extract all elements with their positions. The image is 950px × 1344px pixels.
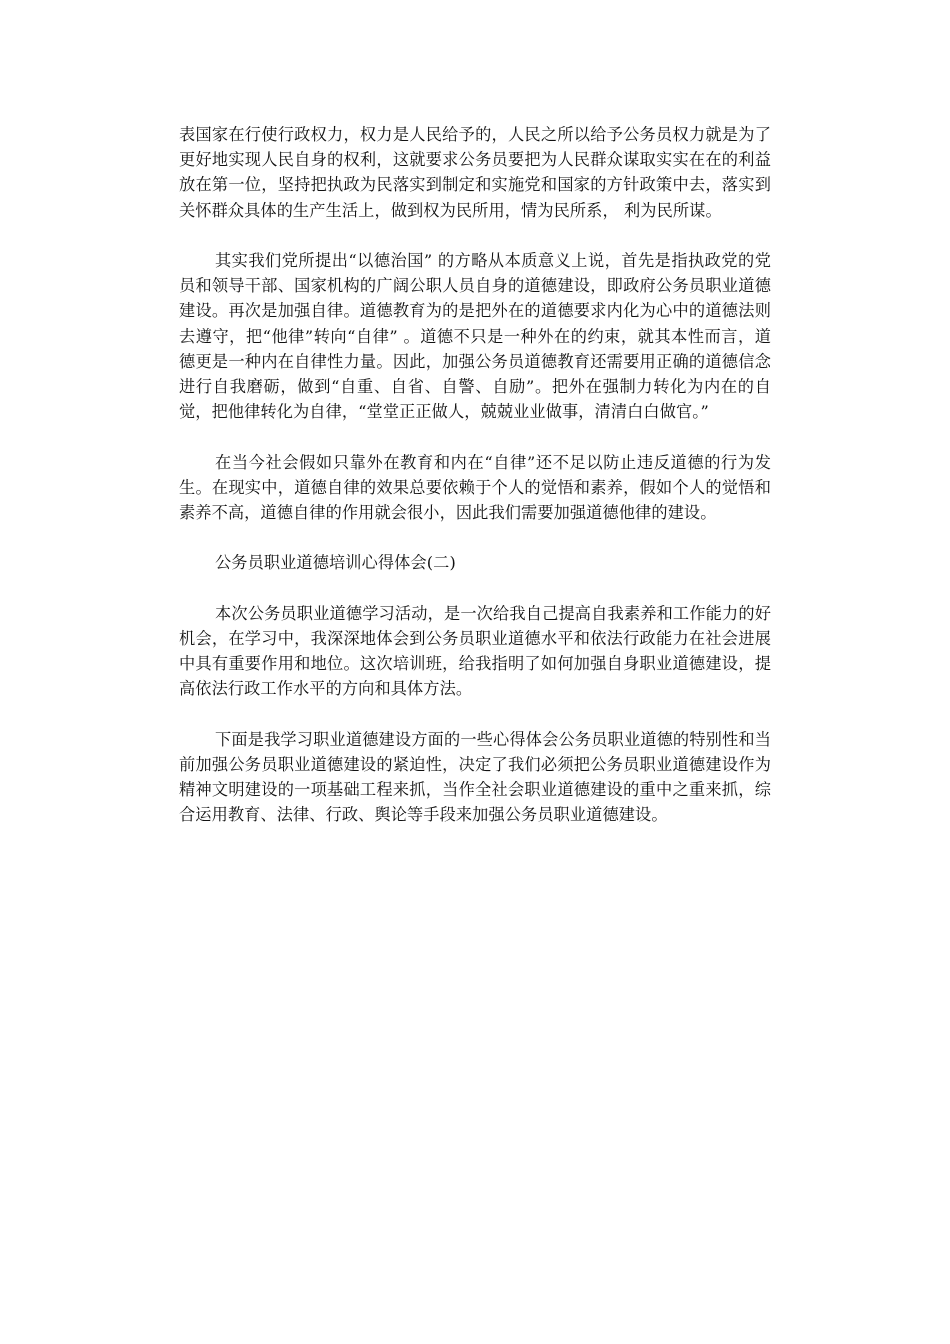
paragraph-continuation: 表国家在行使行政权力，权力是人民给予的，人民之所以给予公务员权力就是为了更好地实现人民自身的权利，这就要求公务员要把为人民群众谋取实实在在的利益放在第一位，坚持把执政为民落实到制定和实施党和国家的方针政策中去，落实到关怀群众具体的生产生活上，做到权为民所用，情为民所系， 利为民所谋。 xyxy=(179,125,771,220)
section-heading: 公务员职业道德培训心得体会(二) xyxy=(215,553,456,573)
paragraph-learning-insights: 下面是我学习职业道德建设方面的一些心得体会公务员职业道德的特别性和当前加强公务员职业道德建设的紧迫性，决定了我们必须把公务员职业道德建设作为精神文明建设的一项基础工程来抓，当作全社会职业道德建设的重中之重来抓，综合运用教育、法律、行政、舆论等手段来加强公务员职业道德建设。 xyxy=(179,729,771,825)
paragraph-self-discipline: 在当今社会假如只靠外在教育和内在“自律”还不足以防止违反道德的行为发生。在现实中，道德自律的效果总要依赖于个人的觉悟和素养，假如个人的觉悟和素养不高，道德自律的作用就会很小，因此我们需要加强道德他律的建设。 xyxy=(179,452,771,523)
paragraph-rule-of-virtue: 其实我们党所提出“以德治国” 的方略从本质意义上说，首先是指执政党的党员和领导干部、国家机构的广阔公职人员自身的道德建设，即政府公务员职业道德建设。再次是加强自律。道德教育为的是把外在的道德要求内化为心中的道德法则去遵守，把“他律”转向“自律” 。道德不只是一种外在的约束，就其本性而言，道德更是一种内在自律性力量。因此，加强公务员道德教育还需要用正确的道德信念进行自我磨砺，做到“自重、自省、自警、自励”。把外在强制力转化为内在的自觉，把他律转化为自律，“堂堂正正做人，兢兢业业做事，清清白白做官。” xyxy=(179,251,771,422)
paragraph-training-activity: 本次公务员职业道德学习活动，是一次给我自己提高自我素养和工作能力的好机会，在学习中，我深深地体会到公务员职业道德水平和依法行政能力在社会进展中具有重要作用和地位。这次培训班，给我指明了如何加强自身职业道德建设，提高依法行政工作水平的方向和具体方法。 xyxy=(179,603,771,699)
document-body xyxy=(179,122,771,853)
